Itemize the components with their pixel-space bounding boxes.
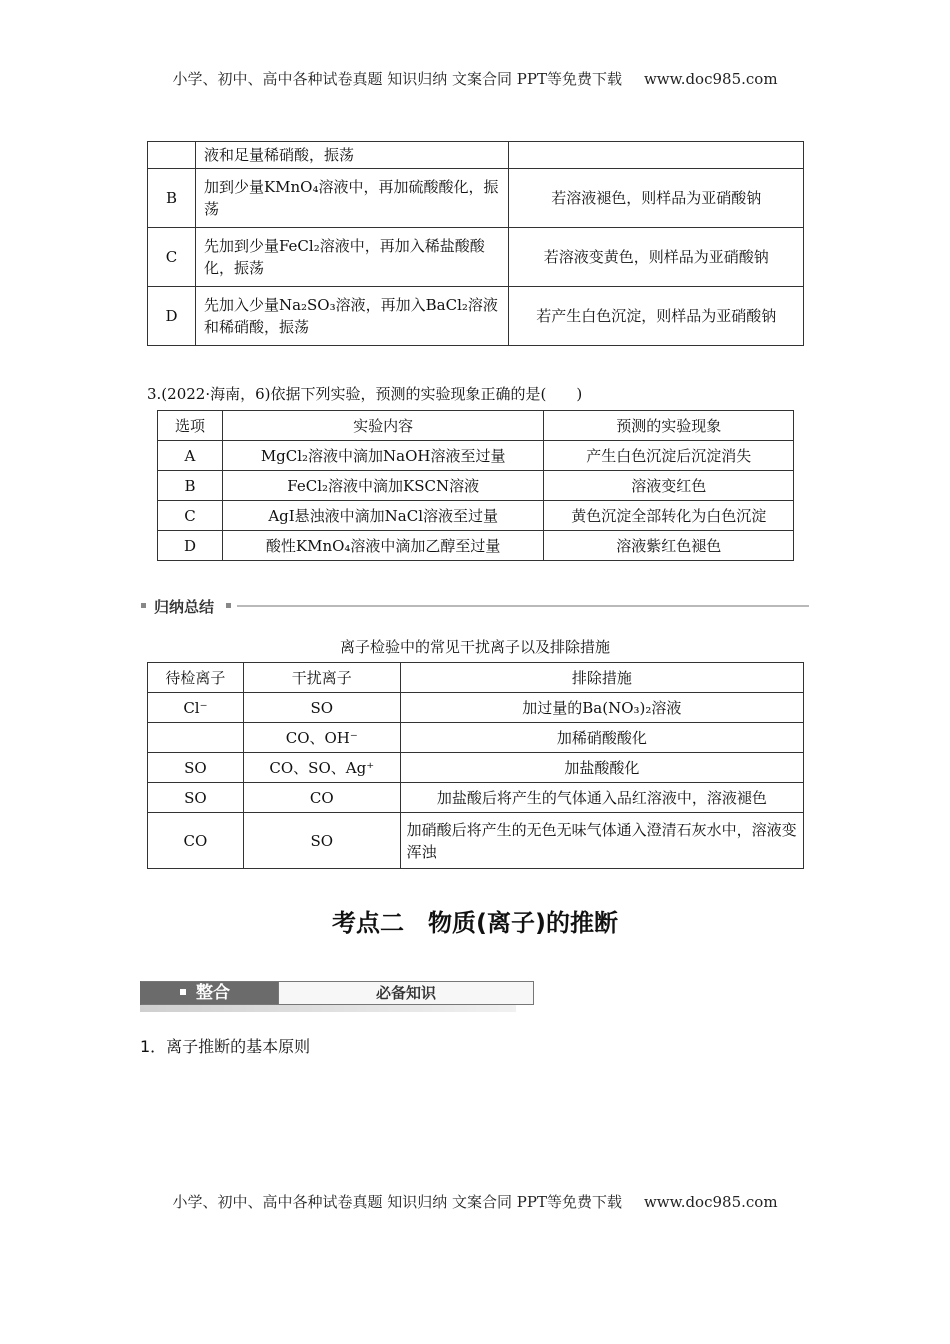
result-cell: 若溶液褪色，则样品为亚硝酸钠 <box>509 169 804 228</box>
method-cell: 加到少量KMnO₄溶液中，再加硫酸酸化，振荡 <box>195 169 509 228</box>
page-header <box>0 68 950 89</box>
interfere-cell: CO、SO、Ag⁺ <box>243 753 400 783</box>
measure-cell: 加过量的Ba(NO₃)₂溶液 <box>400 693 803 723</box>
question-3: 3.(2022·海南，6)依据下列实验，预测的实验现象正确的是( ) <box>147 385 583 403</box>
table-row <box>148 783 804 813</box>
ion-cell: SO <box>148 753 244 783</box>
table-row <box>148 228 804 287</box>
header-cell: 预测的实验现象 <box>544 411 794 441</box>
table-row <box>148 753 804 783</box>
option-cell: B <box>148 169 196 228</box>
option-cell: D <box>148 287 196 346</box>
header-text: 小学、初中、高中各种试卷真题 知识归纳 文案合同 PPT等免费下载 <box>172 70 622 88</box>
measure-cell: 加稀硝酸酸化 <box>400 723 803 753</box>
content-cell: AgI悬浊液中滴加NaCl溶液至过量 <box>222 501 544 531</box>
interfere-cell: SO <box>243 693 400 723</box>
table-header-row <box>148 663 804 693</box>
interference-ion-table <box>147 662 804 869</box>
header-cell: 实验内容 <box>222 411 544 441</box>
experiment-table <box>157 410 794 561</box>
method-cell: 液和足量稀硝酸，振荡 <box>195 142 509 169</box>
table-row <box>148 142 804 169</box>
measure-cell: 加盐酸后将产生的气体通入品红溶液中，溶液褪色 <box>400 783 803 813</box>
option-cell: D <box>158 531 223 561</box>
content-cell: MgCl₂溶液中滴加NaOH溶液至过量 <box>222 441 544 471</box>
table3-title: 离子检验中的常见干扰离子以及排除措施 <box>339 638 610 656</box>
header-cell: 干扰离子 <box>243 663 400 693</box>
interfere-cell: CO <box>243 783 400 813</box>
summary-bar <box>141 596 809 616</box>
measure-cell: 加硝酸后将产生的无色无味气体通入澄清石灰水中，溶液变浑浊 <box>400 813 803 869</box>
table-row <box>148 723 804 753</box>
table-row <box>158 501 794 531</box>
phenomenon-cell: 溶液变红色 <box>544 471 794 501</box>
phenomenon-cell: 产生白色沉淀后沉淀消失 <box>544 441 794 471</box>
section-title: 考点二 物质(离子)的推断 <box>332 909 618 937</box>
option-cell: C <box>148 228 196 287</box>
table-row <box>148 813 804 869</box>
table-row <box>148 693 804 723</box>
content-cell: 酸性KMnO₄溶液中滴加乙醇至过量 <box>222 531 544 561</box>
phenomenon-cell: 黄色沉淀全部转化为白色沉淀 <box>544 501 794 531</box>
method-cell: 先加到少量FeCl₂溶液中，再加入稀盐酸酸化，振荡 <box>195 228 509 287</box>
result-cell <box>509 142 804 169</box>
phenomenon-cell: 溶液紫红色褪色 <box>544 531 794 561</box>
header-cell: 选项 <box>158 411 223 441</box>
header-cell: 待检离子 <box>148 663 244 693</box>
table-row <box>158 531 794 561</box>
option-cell: B <box>158 471 223 501</box>
table-row <box>148 287 804 346</box>
interfere-cell: SO <box>243 813 400 869</box>
header-url[interactable]: www.doc985.com <box>643 70 778 88</box>
summary-label: 归纳总结 <box>154 598 215 616</box>
table-header-row <box>158 411 794 441</box>
interfere-cell: CO、OH⁻ <box>243 723 400 753</box>
table-row <box>148 169 804 228</box>
result-cell: 若产生白色沉淀，则样品为亚硝酸钠 <box>509 287 804 346</box>
ion-cell <box>148 723 244 753</box>
banner-light-tab <box>278 981 534 1005</box>
ion-cell: CO <box>148 813 244 869</box>
measure-cell: 加盐酸酸化 <box>400 753 803 783</box>
ion-cell: Cl⁻ <box>148 693 244 723</box>
square-icon <box>226 603 231 608</box>
divider <box>237 605 809 607</box>
point-1: 1．离子推断的基本原则 <box>140 1037 311 1056</box>
table-row <box>158 471 794 501</box>
method-cell: 先加入少量Na₂SO₃溶液，再加入BaCl₂溶液和稀硝酸，振荡 <box>195 287 509 346</box>
content-cell: FeCl₂溶液中滴加KSCN溶液 <box>222 471 544 501</box>
footer-text: 小学、初中、高中各种试卷真题 知识归纳 文案合同 PPT等免费下载 <box>172 1193 622 1211</box>
page-footer <box>0 1191 950 1212</box>
footer-url[interactable]: www.doc985.com <box>643 1193 778 1211</box>
option-cell <box>148 142 196 169</box>
option-cell: C <box>158 501 223 531</box>
banner-right-label: 必备知识 <box>375 984 436 1002</box>
square-icon <box>141 603 146 608</box>
nitrite-test-table <box>147 141 804 346</box>
knowledge-banner <box>140 981 516 1012</box>
option-cell: A <box>158 441 223 471</box>
ion-cell: SO <box>148 783 244 813</box>
header-cell: 排除措施 <box>400 663 803 693</box>
table-row <box>158 441 794 471</box>
result-cell: 若溶液变黄色，则样品为亚硝酸钠 <box>509 228 804 287</box>
